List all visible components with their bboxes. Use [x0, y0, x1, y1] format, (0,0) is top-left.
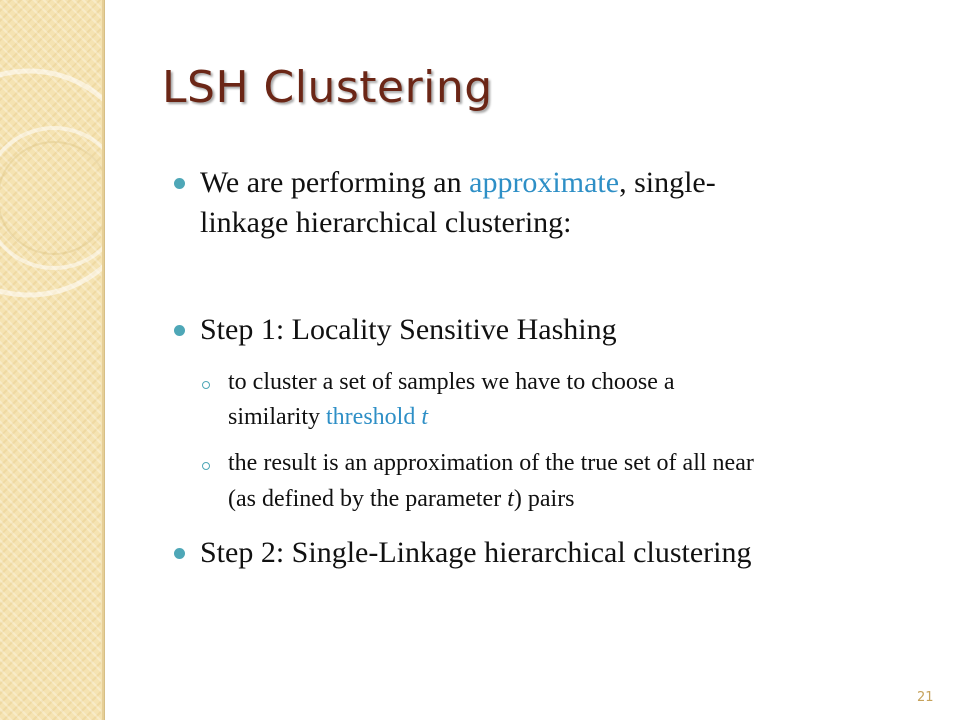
sub-bullet-marker [202, 462, 210, 470]
bullet-1-text-start: We are performing an [200, 166, 470, 199]
threshold-variable: t [421, 404, 428, 430]
bullet-1-line-2: linkage hierarchical clustering: [200, 206, 572, 239]
bullet-1-highlight: approximate [469, 166, 620, 199]
bullet-marker [174, 548, 185, 559]
bullet-1-line-1 [200, 166, 716, 200]
bullet-2-text: Step 1: Locality Sensitive Hashing [200, 313, 617, 346]
sidebar-divider [102, 0, 104, 720]
bullet-3-text: Step 2: Single-Linkage hierarchical clustering [200, 536, 752, 569]
decorative-sidebar [0, 0, 105, 720]
sub-bullet-2-line-1: the result is an approximation of the true set of all near [228, 450, 754, 476]
sub-bullet-2-text-end: ) pairs [513, 486, 575, 512]
sub-bullet-2-line-2 [228, 486, 575, 513]
parameter-variable: t [507, 486, 514, 512]
sub-bullet-2-text-start: (as defined by the parameter [228, 486, 508, 512]
bullet-marker [174, 178, 185, 189]
decorative-circles-icon [0, 58, 105, 308]
sub-bullet-marker [202, 381, 210, 389]
bullet-marker [174, 325, 185, 336]
sub-bullet-1-line-1: to cluster a set of samples we have to choose a [228, 369, 675, 395]
page-number: 21 [917, 690, 934, 705]
sub-bullet-1-highlight: threshold [326, 404, 422, 430]
sub-bullet-1-line-2 [228, 404, 428, 431]
slide-title: LSH Clustering [162, 62, 493, 113]
bullet-1-text-end: , single- [619, 166, 716, 199]
sub-bullet-1-text: similarity [228, 404, 326, 430]
